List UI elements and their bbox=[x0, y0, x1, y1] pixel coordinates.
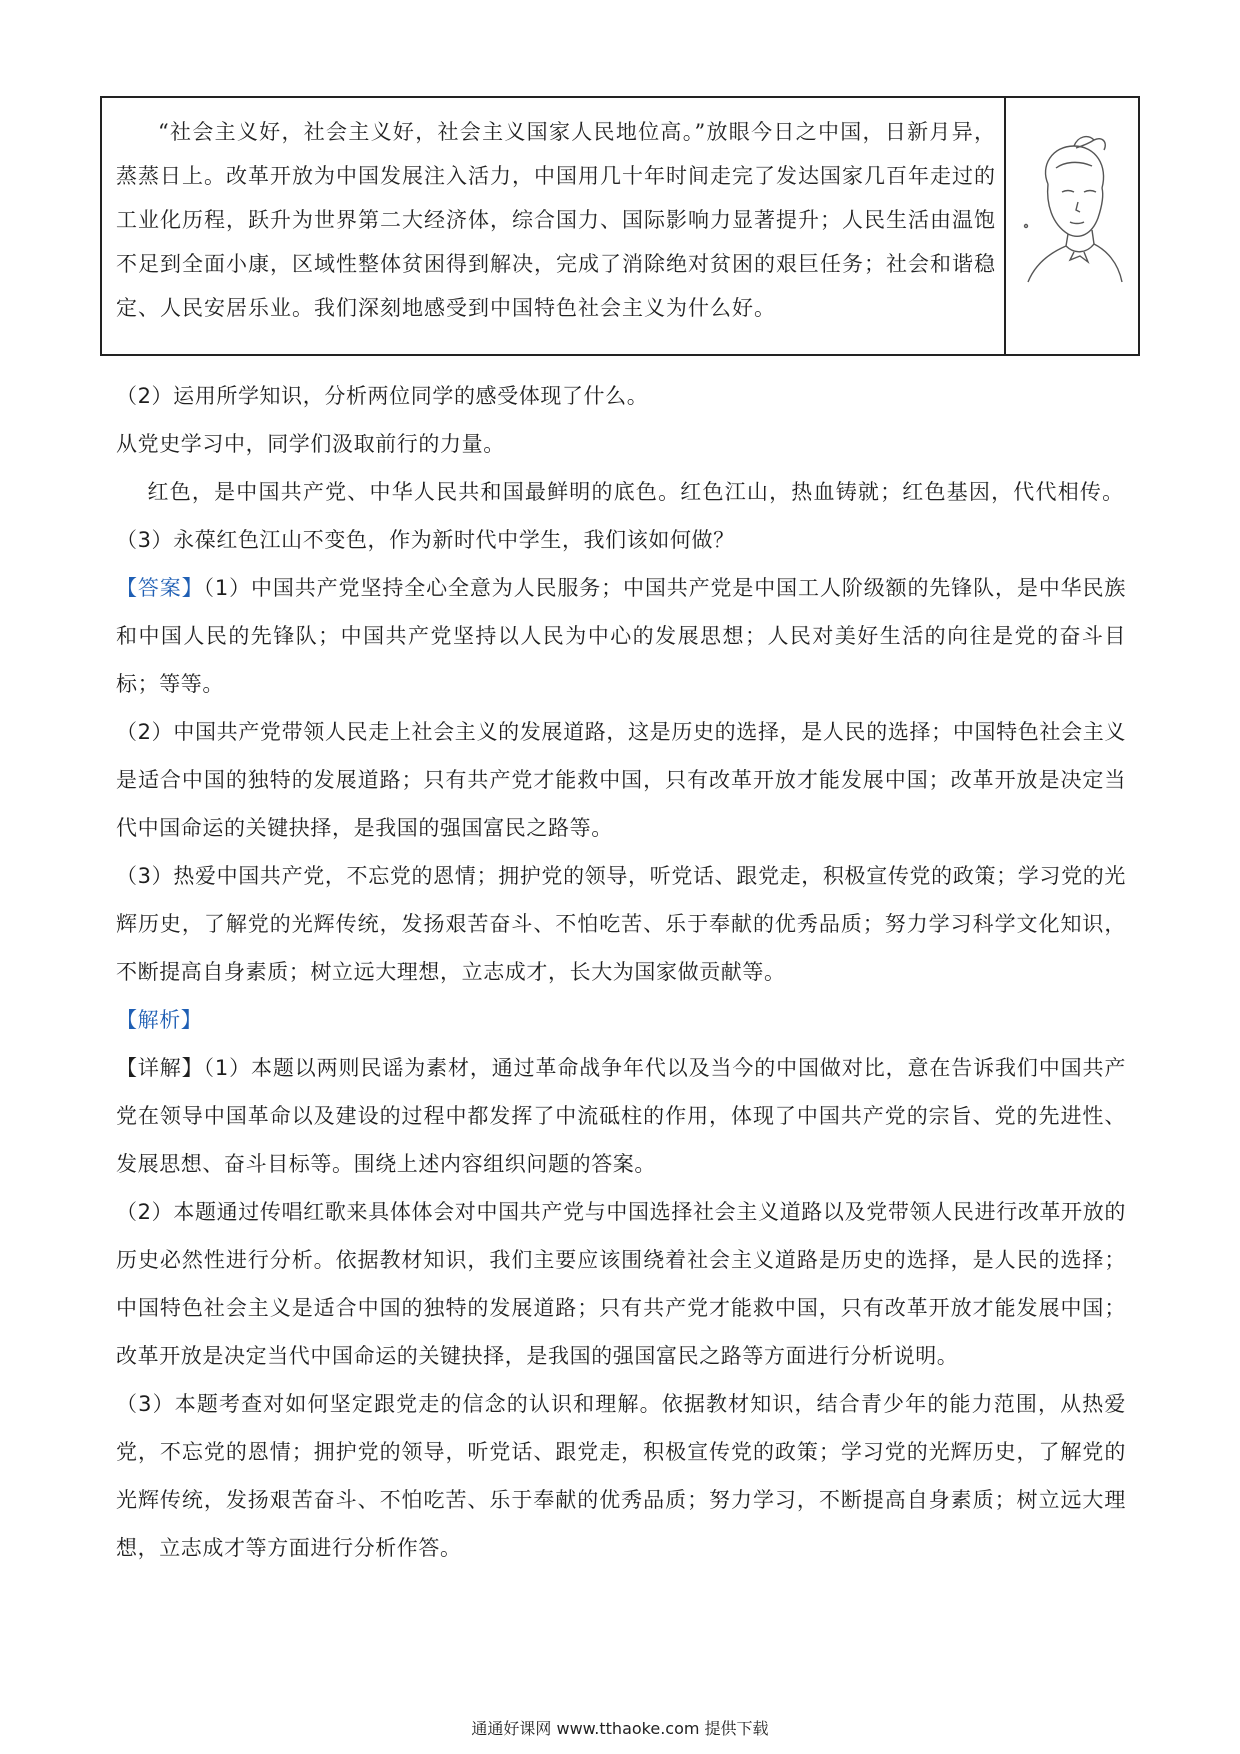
intro-line: 从党史学习中，同学们汲取前行的力量。 bbox=[116, 432, 505, 456]
detail-tag: 【详解】 bbox=[116, 1056, 204, 1080]
quote-text bbox=[116, 110, 996, 330]
answer-1-paragraph bbox=[116, 564, 1126, 708]
answer-3: （3）热爱中国共产党，不忘党的恩情；拥护党的领导，听党话、跟党走，积极宣传党的政策；学习党的光辉历史，了解党的光辉传统，发扬艰苦奋斗、不怕吃苦、乐于奉献的优秀品质；努力学习科学文化知识，不断提高自身素质；树立远大理想，立志成才，长大为国家做贡献等。 bbox=[116, 864, 1126, 984]
quote-paragraph: “社会主义好，社会主义好，社会主义国家人民地位高。”放眼今日之中国，日新月异，蒸蒸日上。改革开放为中国发展注入活力，中国用几十年时间走完了发达国家几百年走过的工业化历程，跃升为世界第二大经济体，综合国力、国际影响力显著提升；人民生活由温饱不足到全面小康，区域性整体贫困得到解决，完成了消除绝对贫困的艰巨任务；社会和谐稳定、人民安居乐业。我们深刻地感受到中国特色社会主义为什么好。 bbox=[116, 120, 996, 320]
question-3: （3）永葆红色江山不变色，作为新时代中学生，我们该如何做？ bbox=[116, 528, 735, 552]
analysis-heading bbox=[116, 996, 1126, 1044]
detail-3: （3）本题考查对如何坚定跟党走的信念的认识和理解。依据教材知识，结合青少年的能力范围，从热爱党，不忘党的恩情；拥护党的领导，听党话、跟党走，积极宣传党的政策；学习党的光辉历史，了解党的光辉传统，发扬艰苦奋斗、不怕吃苦、乐于奉献的优秀品质；努力学习，不断提高自身素质；树立远大理想，立志成才等方面进行分析作答。 bbox=[116, 1392, 1126, 1560]
quote-box bbox=[100, 96, 1140, 356]
answer-section bbox=[116, 564, 1126, 1572]
detail-1-paragraph bbox=[116, 1044, 1126, 1188]
question-2: （2）运用所学知识，分析两位同学的感受体现了什么。 bbox=[116, 384, 649, 408]
red-quote: 红色，是中国共产党、中华人民共和国最鲜明的底色。红色江山，热血铸就；红色基因，代代相传。 bbox=[147, 480, 1125, 504]
answer-1: （1）中国共产党坚持全心全意为人民服务；中国共产党是中国工人阶级额的先锋队，是中华民族和中国人民的先锋队；中国共产党坚持以人民为中心的发展思想；人民对美好生活的向往是党的奋斗目标；等等。 bbox=[116, 576, 1126, 696]
answer-2: （2）中国共产党带领人民走上社会主义的发展道路，这是历史的选择，是人民的选择；中国特色社会主义是适合中国的独特的发展道路；只有共产党才能救中国，只有改革开放才能发展中国；改革开放是决定当代中国命运的关键抉择，是我国的强国富民之路等。 bbox=[116, 720, 1126, 840]
page-footer: 通通好课网 www.tthaoke.com 提供下载 bbox=[471, 1719, 769, 1738]
analysis-tag: 【解析】 bbox=[116, 1008, 203, 1032]
question-section bbox=[116, 372, 1126, 564]
student-sketch-icon bbox=[1018, 106, 1128, 351]
detail-1: （1）本题以两则民谣为素材，通过革命战争年代以及当今的中国做对比，意在告诉我们中国共产党在领导中国革命以及建设的过程中都发挥了中流砥柱的作用，体现了中国共产党的宗旨、党的先进性、发展思想、奋斗目标等。围绕上述内容组织问题的答案。 bbox=[116, 1056, 1126, 1176]
detail-2: （2）本题通过传唱红歌来具体体会对中国共产党与中国选择社会主义道路以及党带领人民进行改革开放的历史必然性进行分析。依据教材知识，我们主要应该围绕着社会主义道路是历史的选择，是人民的选择；中国特色社会主义是适合中国的独特的发展道路；只有共产党才能救中国，只有改革开放才能发展中国；改革开放是决定当代中国命运的关键抉择，是我国的强国富民之路等方面进行分析说明。 bbox=[116, 1200, 1126, 1368]
box-divider bbox=[1004, 98, 1006, 354]
answer-tag: 【答案】 bbox=[116, 576, 204, 600]
